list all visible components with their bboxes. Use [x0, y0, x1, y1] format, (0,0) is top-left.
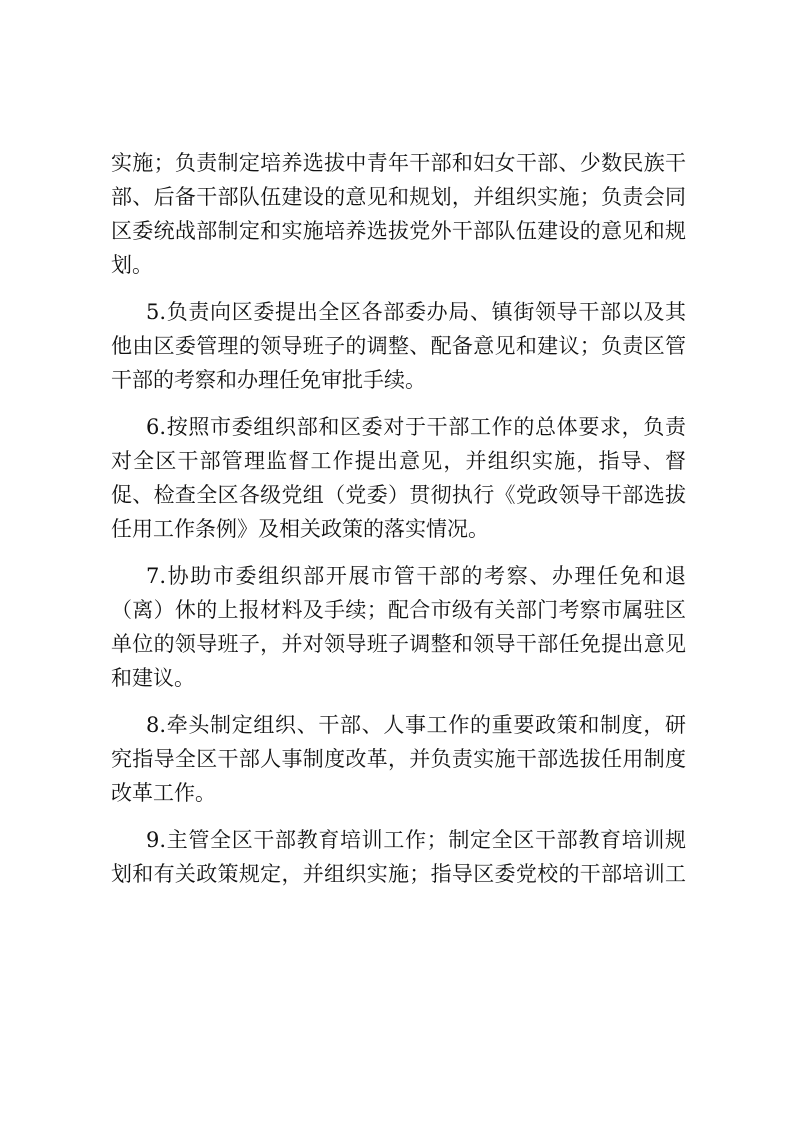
- text-line: 区委统战部制定和实施培养选拔党外干部队伍建设的意见和规: [111, 219, 686, 243]
- text-line: 实施；负责制定培养选拔中青年干部和妇女干部、少数民族干: [111, 151, 686, 175]
- text-line: 和建议。: [111, 666, 195, 690]
- text-line: 对全区干部管理监督工作提出意见，并组织实施，指导、督: [111, 449, 686, 473]
- paragraph-item-8: [111, 708, 686, 810]
- body-text: [111, 146, 686, 891]
- text-line: 改革工作。: [111, 781, 216, 805]
- text-line: 6.按照市委组织部和区委对于干部工作的总体要求，负责: [146, 415, 686, 439]
- text-line: 5.负责向区委提出全区各部委办局、镇街领导干部以及其: [146, 300, 686, 324]
- text-line: 划。: [111, 253, 153, 277]
- text-line: 促、检查全区各级党组（党委）贯彻执行《党政领导干部选拔: [111, 483, 686, 507]
- text-line: 他由区委管理的领导班子的调整、配备意见和建议；负责区管: [111, 334, 686, 358]
- paragraph-item-7: [111, 559, 686, 695]
- text-line: 8.牵头制定组织、干部、人事工作的重要政策和制度，研: [146, 713, 686, 737]
- text-line: 部、后备干部队伍建设的意见和规划，并组织实施；负责会同: [111, 185, 686, 209]
- paragraph-continuation: [111, 146, 686, 282]
- paragraph-item-6: [111, 410, 686, 546]
- text-line: 9.主管全区干部教育培训工作；制定全区干部教育培训规: [146, 828, 686, 852]
- text-line: 任用工作条例》及相关政策的落实情况。: [111, 517, 489, 541]
- text-line: 单位的领导班子，并对领导班子调整和领导干部任免提出意见: [111, 632, 686, 656]
- text-line: 究指导全区干部人事制度改革，并负责实施干部选拔任用制度: [111, 747, 686, 771]
- paragraph-item-9: [111, 823, 686, 891]
- text-line: 干部的考察和办理任免审批手续。: [111, 368, 426, 392]
- text-line: （离）休的上报材料及手续；配合市级有关部门考察市属驻区: [111, 598, 686, 622]
- paragraph-item-5: [111, 295, 686, 397]
- text-line: 7.协助市委组织部开展市管干部的考察、办理任免和退: [146, 564, 686, 588]
- text-line: 划和有关政策规定，并组织实施；指导区委党校的干部培训工: [111, 862, 686, 886]
